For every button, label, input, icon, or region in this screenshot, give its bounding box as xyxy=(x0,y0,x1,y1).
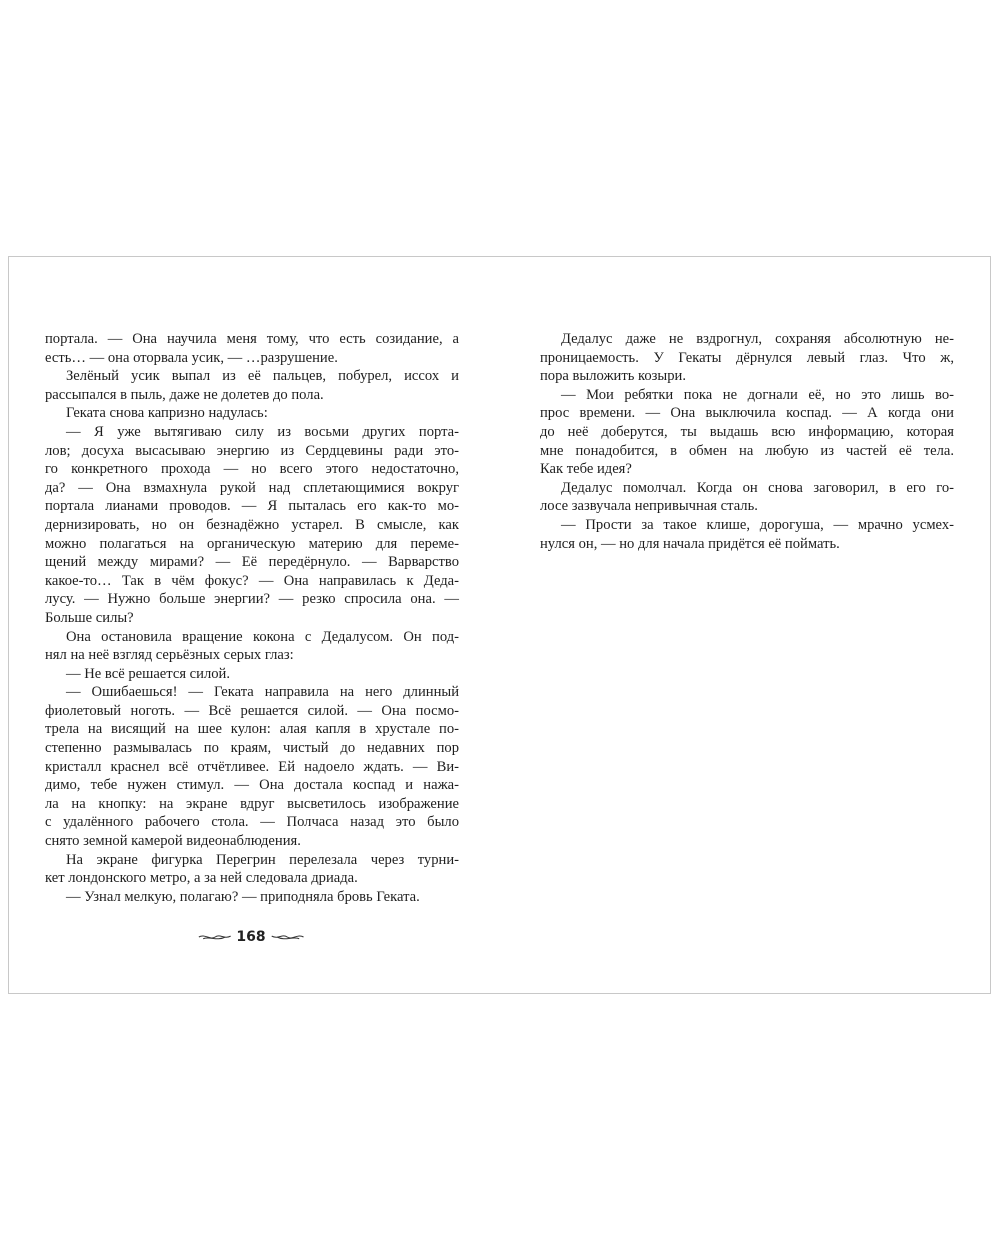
text-line: с удалённого рабочего стола. — Полчаса назад это было xyxy=(45,814,459,831)
text-line: го конкретного прохода — но всего этого недостаточно, xyxy=(45,461,459,478)
text-line: портала. — Она научила меня тому, что есть созидание, а xyxy=(45,331,459,347)
text-line: Как тебе идея? xyxy=(540,461,632,478)
paragraph xyxy=(45,628,459,665)
paragraph xyxy=(45,404,459,423)
text-line: прос времени. — Она выключила коспад. — А когда они xyxy=(540,405,954,422)
paragraph xyxy=(540,386,954,479)
text-line: Больше силы? xyxy=(45,609,134,626)
text-line: есть… — она оторвала усик, — …разрушение. xyxy=(45,349,338,366)
text-line: — Прости за такое клише, дорогуша, — мрачно усмех- xyxy=(561,516,954,533)
text-line: Дедалус даже не вздрогнул, сохраняя абсолютную не- xyxy=(561,331,954,347)
text-line: дернизировать, но он безнадёжно устарел. В смысле, как xyxy=(45,516,459,533)
paragraph xyxy=(45,330,459,367)
text-line: — Мои ребятки пока не догнали её, но это лишь во- xyxy=(561,386,954,403)
paragraph xyxy=(540,479,954,516)
text-line: кет лондонского метро, а за ней следовала дриада. xyxy=(45,870,358,887)
text-line: лов; досуха высасываю энергию из Сердцевины ради это- xyxy=(45,442,459,459)
right-page-text xyxy=(540,330,954,553)
text-line: кристалл краснел всё отчётливее. Ей надоело ждать. — Ви- xyxy=(45,758,459,775)
text-line: нял на неё взгляд серьёзных серых глаз: xyxy=(45,647,294,664)
text-line: Она остановила вращение кокона с Дедалусом. Он под- xyxy=(66,628,459,645)
page-number: 168 xyxy=(236,929,266,945)
text-line: да? — Она взмахнула рукой над сплетающимися вокруг xyxy=(45,479,459,496)
left-page-text xyxy=(45,330,459,906)
text-line: На экране фигурка Перегрин перелезала через турни- xyxy=(66,851,459,868)
paragraph xyxy=(45,665,459,684)
text-line: — Узнал мелкую, полагаю? — приподняла бровь Геката. xyxy=(66,888,420,905)
paragraph xyxy=(540,516,954,553)
text-line: мне понадобится, в обмен на любую из частей её тела. xyxy=(540,442,954,459)
text-line: трела на висящий на шее кулон: алая капля в хрустале по- xyxy=(45,721,459,738)
text-line: лусу. — Нужно больше энергии? — резко спросила она. — xyxy=(45,591,459,608)
paragraph xyxy=(45,888,459,907)
right-ornament-icon xyxy=(270,931,304,943)
text-line: можно полагаться на органическую материю для переме- xyxy=(45,535,459,552)
left-ornament-icon xyxy=(198,931,232,943)
text-line: Дедалус помолчал. Когда он снова заговорил, в его го- xyxy=(561,479,954,496)
text-line: Зелёный усик выпал из её пальцев, побурел, иссох и xyxy=(66,368,459,385)
page-folio xyxy=(198,929,304,945)
text-line: портала лианами проводов. — Я пыталась его как-то мо- xyxy=(45,498,459,515)
paragraph xyxy=(45,851,459,888)
text-line: фиолетовый ноготь. — Всё решается силой. — Она посмо- xyxy=(45,702,459,719)
paragraph xyxy=(45,367,459,404)
text-line: димо, тебе нужен стимул. — Она достала коспад и нажа- xyxy=(45,777,459,794)
text-line: щений между мирами? — Её передёрнуло. — Варварство xyxy=(45,554,459,571)
text-line: проницаемость. У Гекаты дёрнулся левый глаз. Что ж, xyxy=(540,349,954,366)
text-line: степенно размывалась по краям, чистый до недавних пор xyxy=(45,740,459,757)
text-line: пора выложить козыри. xyxy=(540,368,686,385)
text-line: какое-то… Так в чём фокус? — Она направилась к Деда- xyxy=(45,572,459,589)
paragraph xyxy=(45,683,459,850)
text-line: Геката снова капризно надулась: xyxy=(66,405,268,422)
text-line: — Ошибаешься! — Геката направила на него длинный xyxy=(66,684,459,701)
text-line: — Не всё решается силой. xyxy=(66,665,231,682)
text-line: нулся он, — но для начала придётся её поймать. xyxy=(540,535,840,552)
text-line: лосе зазвучала непривычная сталь. xyxy=(540,498,758,515)
text-line: ла на кнопку: на экране вдруг высветилось изображение xyxy=(45,795,459,812)
text-line: снято земной камерой видеонаблюдения. xyxy=(45,833,301,850)
text-line: рассыпался в пыль, даже не долетев до пола. xyxy=(45,386,324,403)
text-line: до неё доберутся, ты выдашь всю информацию, которая xyxy=(540,423,954,440)
text-line: — Я уже вытягиваю силу из восьми других порта- xyxy=(66,423,459,440)
paragraph xyxy=(540,330,954,386)
paragraph xyxy=(45,423,459,628)
